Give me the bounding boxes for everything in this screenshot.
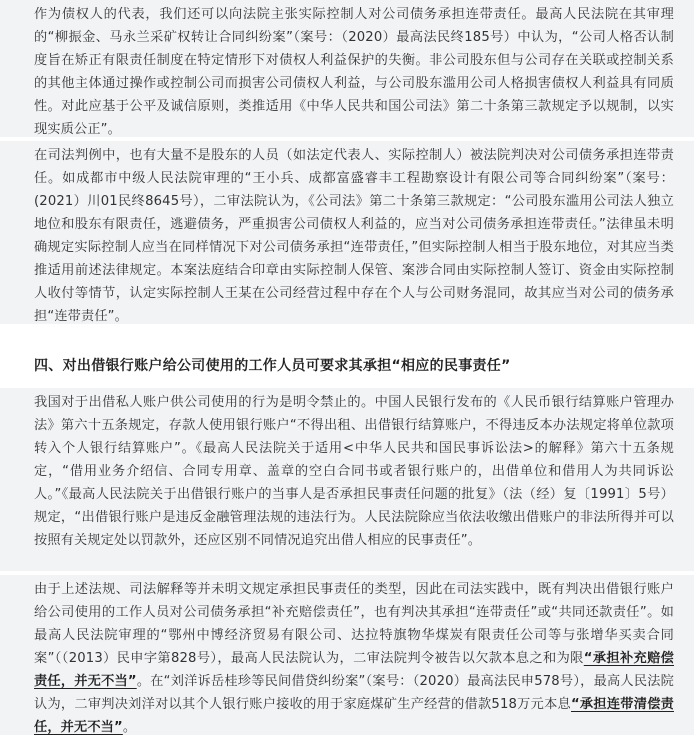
paragraph-text-part-c: 。 <box>122 720 137 735</box>
paragraph-text-part-b: 。在“刘洋诉岳桂珍等民间借贷纠纷案”（案号：（2020）最高法民申578号），最高人民法院认为，二审判决刘洋对以其个人银行账户接收的用于家庭煤矿生产经营的借款518万元本息 <box>34 674 674 712</box>
emphasis-joint-liability: “承担连带清偿责任，并无不当” <box>34 697 674 735</box>
paragraph-account-lending-rules: 我国对于出借私人账户供公司使用的行为是明令禁止的。中国人民银行发布的《人民币银行结算账户管理办法》第六十五条规定，存款人使用银行账户“不得出租、出借银行结算账户，不得违反本办法规定将单位款项转入个人银行结算账户”。《最高人民法院关于适用<中华人民共和国民事诉讼法>的解释》第六十五条规定，“借用业务介绍信、合同专用章、盖章的空白合同书或者银行账户的，出借单位和借用人为共同诉讼人。”《最高人民法院关于出借银行账户的当事人是否承担民事责任问题的批复》（法（经）复〔1991〕5号）规定，“出借银行账户是违反金融管理法规的违法行为。人民法院除应当依法收缴出借账户的非法所得并可以按照有关规定处以罚款外，还应区别不同情况追究出借人相应的民事责任”。 <box>34 395 674 548</box>
quote-block-3 <box>0 388 694 571</box>
paragraph-text-part-a: 由于上述法规、司法解释等并未明文规定承担民事责任的类型，因此在司法实践中，既有判决出借银行账户给公司使用的工作人员对公司债务承担“补充赔偿责任”，也有判决其承担“连带责任”或“共同还款责任”。如最高人民法院审理的“鄂州中博经济贸易有限公司、达拉特旗物华煤炭有限责任公司等与张增华买卖合同案”（（2013）民申字第828号），最高人民法院认为，二审法院判令被告以欠款本息之和为限 <box>34 582 674 666</box>
quote-block-4 <box>0 575 694 735</box>
paragraph-judicial-practice <box>34 578 674 739</box>
quote-block-2 <box>0 141 694 324</box>
section-heading-4: 四、对出借银行账户给公司使用的工作人员可要求其承担“相应的民事责任” <box>34 358 511 374</box>
paragraph-case-examples: 在司法判例中，也有大量不是股东的人员（如法定代表人、实际控制人）被法院判决对公司债务承担连带责任。如成都市中级人民法院审理的“王小兵、成都富盛睿丰工程勘察设计有限公司等合同纠纷案”（案号：(2021）川01民终8645号），二审法院认为，《公司法》第二十条第三款规定：“公司股东滥用公司法人独立地位和股东有限责任，逃避债务，严重损害公司债权人利益的，应当对公司债务承担连带责任。”法律虽未明确规定实际控制人应当在同样情况下对公司债务承担“连带责任，”但实际控制人相当于股东地位，对其应当类推适用前述法律规定。本案法庭结合印章由实际控制人保管、案涉合同由实际控制人签订、资金由实际控制人收付等情节，认定实际控制人王某在公司经营过程中存在个人与公司财务混同，故其应当对公司的债务承担“连带责任”。 <box>34 148 674 324</box>
paragraph-controller-liability: 作为债权人的代表，我们还可以向法院主张实际控制人对公司债务承担连带责任。最高人民法院在其审理的“柳振金、马永兰采矿权转让合同纠纷案”（案号：（2020）最高法民终185号）中认为，“公司人格否认制度旨在矫正有限责任制度在特定情形下对债权人利益保护的失衡。非公司股东但与公司存在关联或控制关系的其他主体通过操作或控制公司而损害公司债权人利益，与公司股东滥用公司人格损害债权人利益具有同质性。对此应基于公平及诚信原则，类推适用《中华人民共和国公司法》第二十条第三款规定予以规制，以实现实质公正”。 <box>34 7 674 137</box>
quote-block-1 <box>0 0 694 137</box>
emphasis-supplementary-liability: “承担补充赔偿责任，并无不当” <box>34 651 675 689</box>
